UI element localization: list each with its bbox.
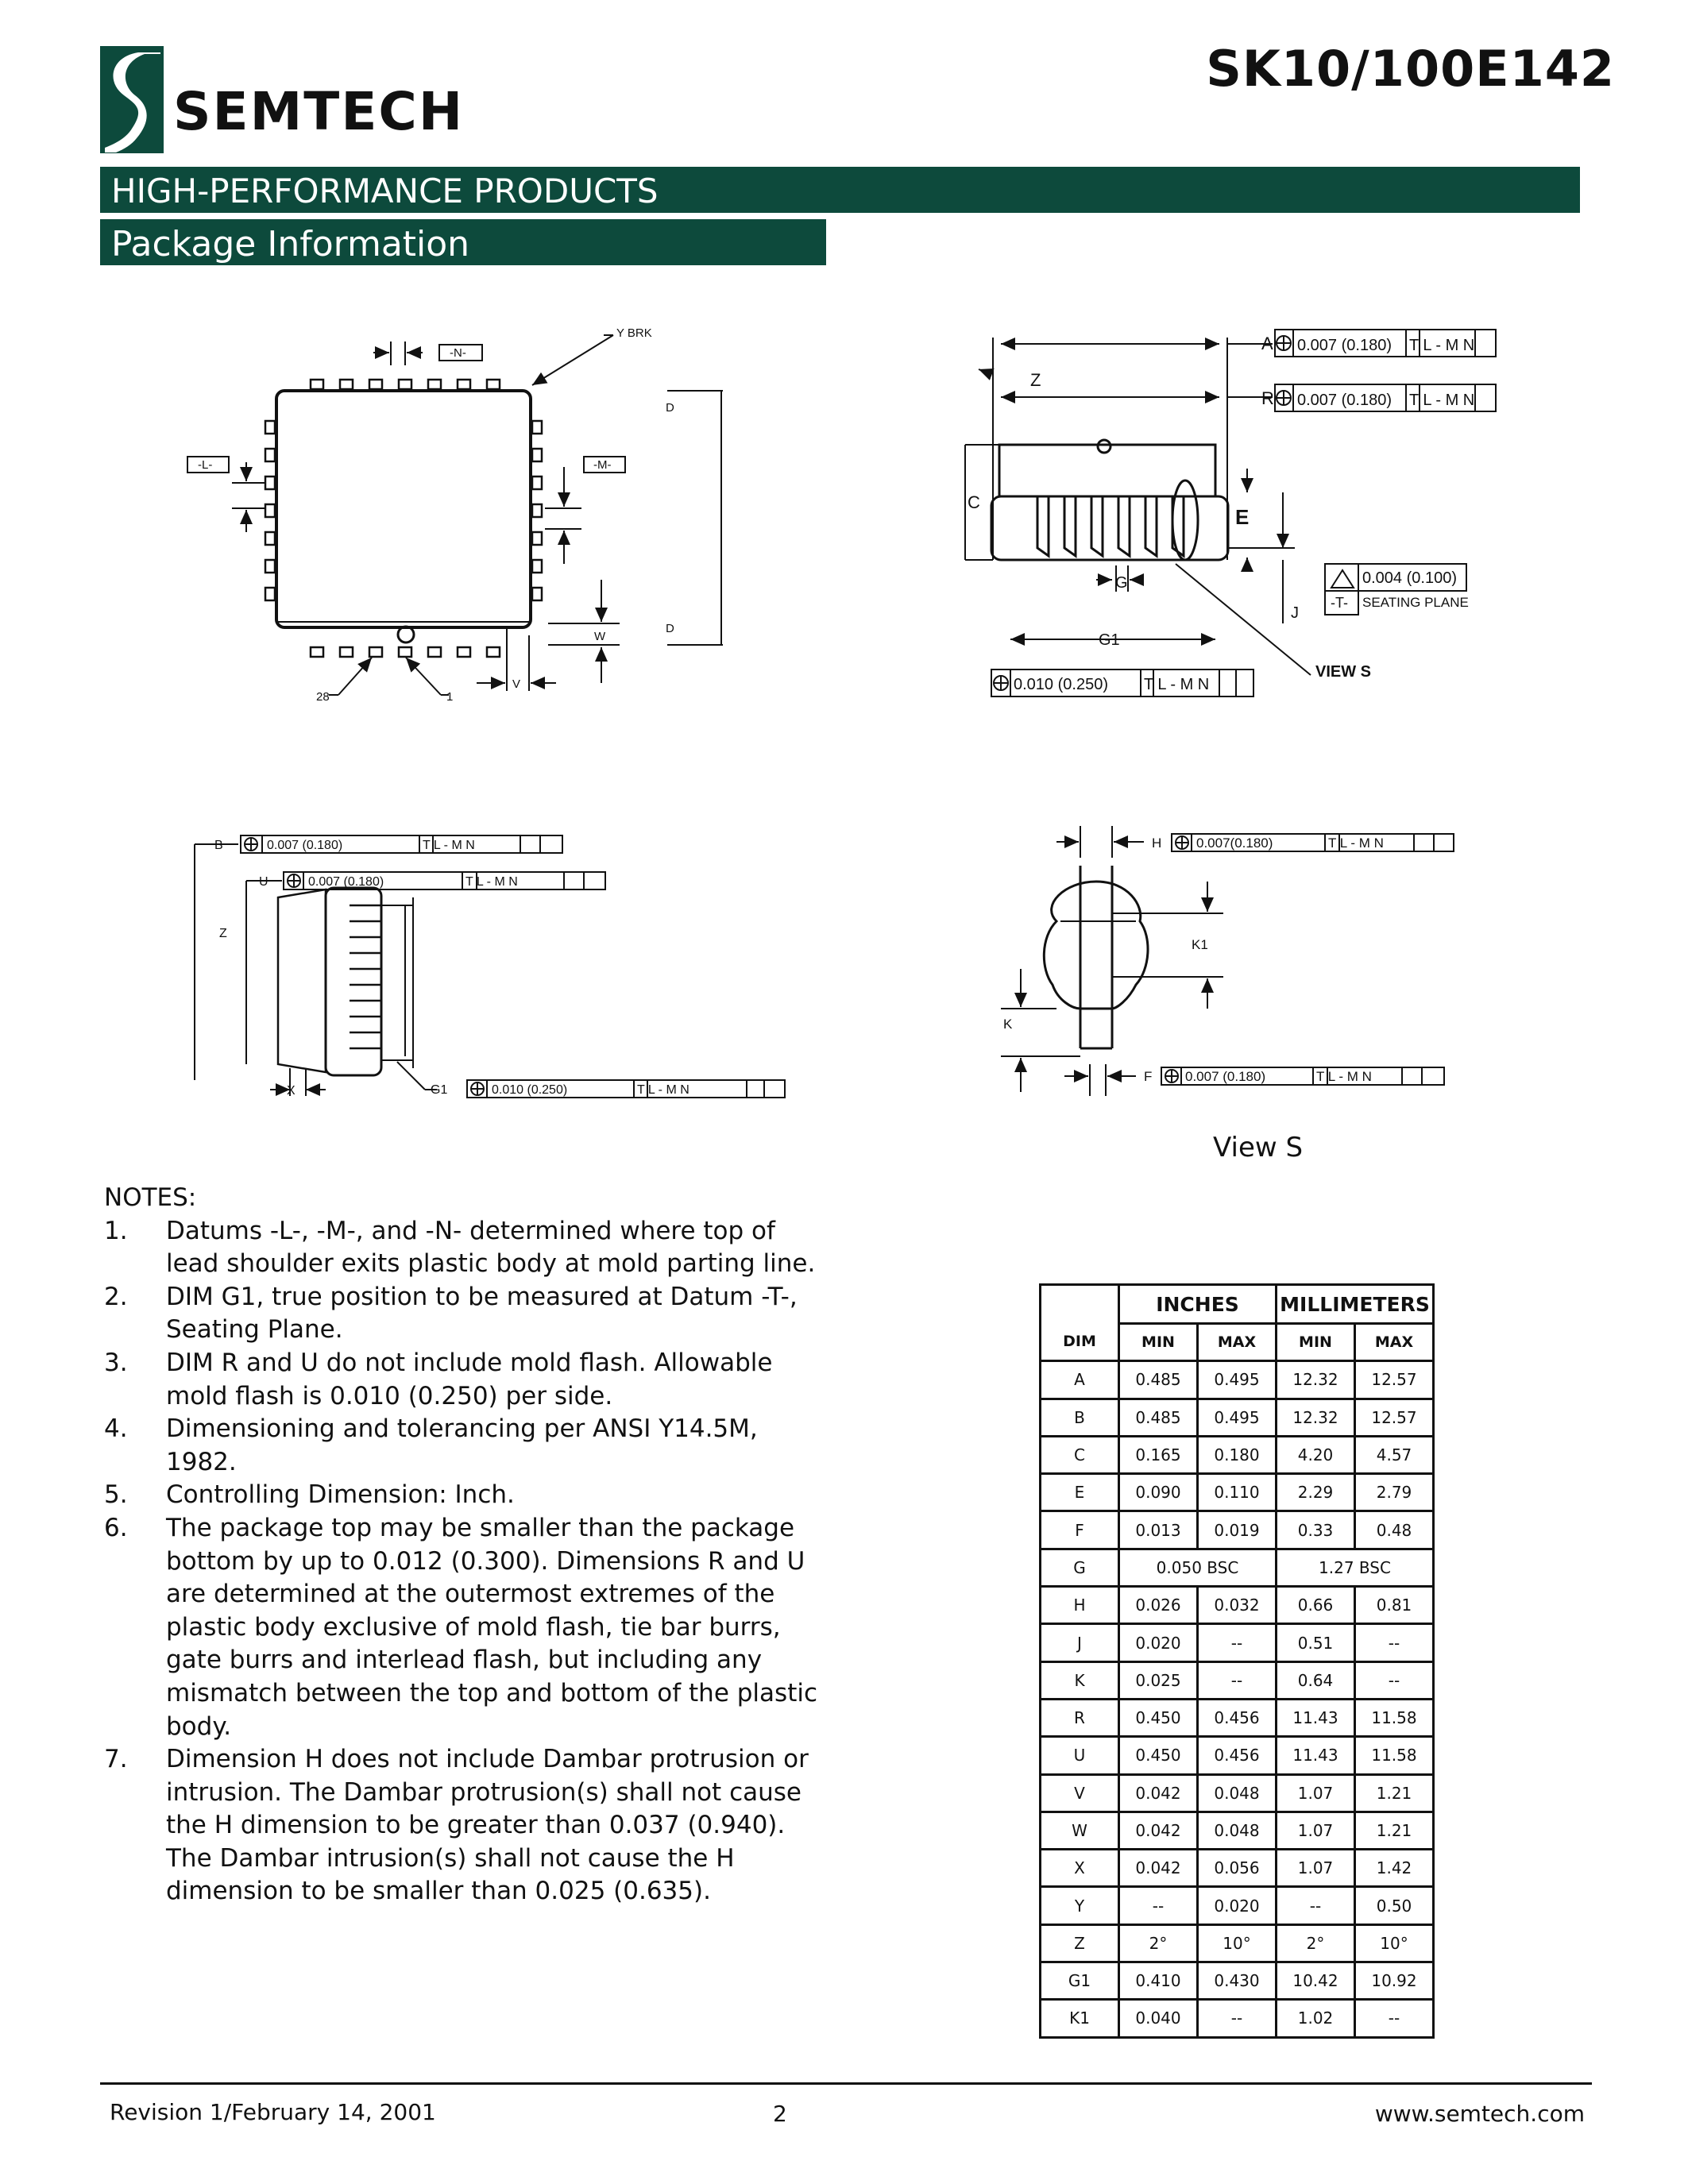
table-cell: 2.79 (1355, 1474, 1434, 1511)
table-row (1041, 1924, 1434, 1962)
table-cell: -- (1355, 1661, 1434, 1699)
g-label: G (1115, 574, 1128, 592)
notes-heading: NOTES: (104, 1183, 197, 1212)
table-cell: 1.07 (1277, 1850, 1355, 1887)
footer-revision: Revision 1/February 14, 2001 (110, 2099, 436, 2125)
part-number: SK10/100E142 (1206, 40, 1615, 98)
note-number: 1. (104, 1216, 128, 1245)
table-cell: J (1041, 1624, 1119, 1661)
table-cell: 1.27 BSC (1277, 1549, 1434, 1586)
table-cell: 12.32 (1277, 1361, 1355, 1399)
subsection-title: Package Information (111, 224, 470, 264)
callout-f-refs: T L - M N (1316, 1069, 1372, 1084)
note-item (104, 1479, 819, 1512)
table-row (1041, 1624, 1434, 1661)
table-cell: 12.32 (1277, 1399, 1355, 1436)
table-cell: -- (1198, 1624, 1277, 1661)
table-cell: 0.026 (1119, 1587, 1198, 1624)
table-cell: 11.43 (1277, 1737, 1355, 1774)
seating-datum: -T- (1331, 595, 1348, 611)
table-row (1041, 1436, 1434, 1473)
table-cell: 0.66 (1277, 1587, 1355, 1624)
callout-a-letter: A (1261, 334, 1273, 353)
table-cell: 1.21 (1355, 1812, 1434, 1849)
page-number: 2 (773, 2101, 787, 2127)
note-item (104, 1743, 819, 1908)
notes-section (104, 1182, 819, 1908)
brand-name: SEMTECH (173, 81, 465, 142)
table-row (1041, 1774, 1434, 1812)
y-brk-label: Y BRK (616, 326, 652, 340)
x-label: X (287, 1084, 295, 1098)
column-header: MIN (1119, 1324, 1198, 1361)
callout-h-letter: H (1152, 835, 1162, 851)
table-cell: W (1041, 1812, 1119, 1849)
note-item (104, 1281, 819, 1347)
note-item (104, 1413, 819, 1479)
callout-r-letter: R (1261, 388, 1274, 408)
table-cell: 0.180 (1198, 1436, 1277, 1473)
table-row (1041, 1587, 1434, 1624)
top-view-drawing (187, 335, 723, 695)
callout-f-value: 0.007 (0.180) (1185, 1069, 1266, 1084)
note-item (104, 1215, 819, 1281)
table-cell: 0.456 (1198, 1737, 1277, 1774)
dimension-table (1039, 1283, 1435, 2039)
table-cell: 10.92 (1355, 1962, 1434, 2000)
table-row (1041, 1850, 1434, 1887)
table-cell: 1.02 (1277, 2000, 1355, 2037)
callout-g1-value: 0.010 (0.250) (1014, 676, 1108, 693)
table-cell: 0.048 (1198, 1774, 1277, 1812)
table-cell: 0.110 (1198, 1474, 1277, 1511)
table-cell: H (1041, 1587, 1119, 1624)
k1-label: K1 (1192, 937, 1208, 952)
column-header: MAX (1355, 1324, 1434, 1361)
table-row (1041, 1474, 1434, 1511)
table-cell: -- (1355, 2000, 1434, 2037)
table-cell: -- (1198, 2000, 1277, 2037)
note-text: Datums -L-, -M-, and -N- determined where top of lead shoulder exits plastic body at mold parting line. (166, 1216, 816, 1279)
table-cell: 0.040 (1119, 2000, 1198, 2037)
table-cell: 4.57 (1355, 1436, 1434, 1473)
d-bottom-label: D (666, 622, 674, 635)
table-cell: U (1041, 1737, 1119, 1774)
table-cell: Y (1041, 1887, 1119, 1924)
column-header: DIM (1041, 1324, 1119, 1361)
note-text: DIM R and U do not include mold flash. Allowable mold flash is 0.010 (0.250) per side. (166, 1348, 773, 1410)
w-label: W (594, 630, 606, 643)
table-cell: 0.025 (1119, 1661, 1198, 1699)
callout-r-refs: T L - M N (1409, 392, 1475, 409)
note-text: Dimensioning and tolerancing per ANSI Y14.5M, 1982. (166, 1414, 758, 1476)
table-cell: 11.58 (1355, 1699, 1434, 1736)
table-cell: 0.019 (1198, 1511, 1277, 1549)
table-cell: 0.64 (1277, 1661, 1355, 1699)
pin-1-label: 1 (446, 690, 454, 704)
e-label: E (1235, 505, 1250, 529)
table-cell: G1 (1041, 1962, 1119, 2000)
table-cell: 0.485 (1119, 1361, 1198, 1399)
table-cell: 0.410 (1119, 1962, 1198, 2000)
note-number: 5. (104, 1480, 128, 1510)
datum-l-label: -L- (198, 458, 213, 472)
callout-b-letter: B (214, 839, 223, 852)
callout-h-value: 0.007(0.180) (1196, 835, 1273, 851)
table-cell: V (1041, 1774, 1119, 1812)
table-row (1041, 1399, 1434, 1436)
table-cell: 0.013 (1119, 1511, 1198, 1549)
end-g1-refs: T L - M N (637, 1083, 689, 1097)
callout-u-letter: U (259, 875, 268, 889)
table-cell: 1.07 (1277, 1774, 1355, 1812)
g1-label: G1 (1099, 631, 1120, 649)
seating-value: 0.004 (0.100) (1362, 569, 1457, 587)
table-row (1041, 1737, 1434, 1774)
footer-rule (100, 2082, 1592, 2085)
table-cell: 1.21 (1355, 1774, 1434, 1812)
table-cell: 4.20 (1277, 1436, 1355, 1473)
note-number: 4. (104, 1414, 128, 1444)
table-cell: 0.090 (1119, 1474, 1198, 1511)
table-cell: R (1041, 1699, 1119, 1736)
side-view-drawing (965, 330, 1496, 696)
note-number: 3. (104, 1348, 128, 1377)
datum-n-label: -N- (450, 346, 466, 360)
table-cell: 0.042 (1119, 1774, 1198, 1812)
note-number: 2. (104, 1282, 128, 1311)
table-cell: B (1041, 1399, 1119, 1436)
table-cell: G (1041, 1549, 1119, 1586)
table-cell: 0.020 (1119, 1624, 1198, 1661)
table-cell: 0.50 (1355, 1887, 1434, 1924)
end-z-label: Z (219, 927, 227, 940)
table-row (1041, 1361, 1434, 1399)
table-cell: -- (1119, 1887, 1198, 1924)
table-cell: 0.450 (1119, 1737, 1198, 1774)
note-number: 6. (104, 1513, 128, 1542)
callout-f-letter: F (1144, 1069, 1153, 1084)
view-s-drawing (1001, 826, 1454, 1096)
note-text: DIM G1, true position to be measured at Datum -T-, Seating Plane. (166, 1282, 798, 1345)
callout-u-refs: T L - M N (465, 875, 518, 889)
callout-g1-refs: T L - M N (1144, 676, 1210, 693)
callout-a-value: 0.007 (0.180) (1297, 337, 1392, 354)
callout-r-value: 0.007 (0.180) (1297, 392, 1392, 409)
table-cell: 12.57 (1355, 1399, 1434, 1436)
table-cell: 12.57 (1355, 1361, 1434, 1399)
callout-b-value: 0.007 (0.180) (267, 839, 343, 852)
table-cell: 10.42 (1277, 1962, 1355, 2000)
seating-plane-label: SEATING PLANE (1362, 595, 1469, 610)
table-cell: 0.48 (1355, 1511, 1434, 1549)
end-g1-value: 0.010 (0.250) (492, 1083, 568, 1097)
table-cell: 0.050 BSC (1119, 1549, 1277, 1586)
note-item (104, 1512, 819, 1743)
note-text: The package top may be smaller than the package bottom by up to 0.012 (0.300). Dimensions R and U are determined at the outermost extremes of the plastic body exclusive of mold flash, tie bar burrs, gate burrs and interlead flash, but including any mismatch between the top and bottom of the plastic body. (166, 1513, 818, 1741)
table-cell: 0.042 (1119, 1850, 1198, 1887)
table-cell: -- (1277, 1887, 1355, 1924)
table-cell: 0.430 (1198, 1962, 1277, 2000)
note-item (104, 1347, 819, 1413)
table-cell: 0.056 (1198, 1850, 1277, 1887)
j-label: J (1291, 604, 1299, 622)
callout-h-refs: T L - M N (1328, 835, 1384, 851)
view-s-caption: View S (1213, 1132, 1304, 1163)
datum-m-label: -M- (593, 458, 612, 472)
note-text: Controlling Dimension: Inch. (166, 1480, 515, 1510)
d-top-label: D (666, 401, 674, 415)
section-title: HIGH-PERFORMANCE PRODUCTS (111, 172, 659, 210)
table-row (1041, 1887, 1434, 1924)
table-cell: C (1041, 1436, 1119, 1473)
column-header: MIN (1277, 1324, 1355, 1361)
footer-website[interactable]: www.semtech.com (1374, 2101, 1585, 2127)
table-cell: 0.032 (1198, 1587, 1277, 1624)
callout-a-refs: T L - M N (1409, 337, 1475, 354)
view-s-callout: VIEW S (1315, 663, 1372, 681)
table-cell: 1.42 (1355, 1850, 1434, 1887)
table-cell: 0.165 (1119, 1436, 1198, 1473)
table-cell: 10° (1198, 1924, 1277, 1962)
table-row (1041, 1549, 1434, 1586)
table-cell: K (1041, 1661, 1119, 1699)
table-cell: Z (1041, 1924, 1119, 1962)
callout-g1-letter: G1 (431, 1083, 448, 1097)
table-cell: 2° (1119, 1924, 1198, 1962)
table-cell: 0.048 (1198, 1812, 1277, 1849)
table-cell: 0.51 (1277, 1624, 1355, 1661)
table-cell: -- (1355, 1624, 1434, 1661)
table-row (1041, 1962, 1434, 2000)
table-cell: 0.495 (1198, 1399, 1277, 1436)
callout-b-refs: T L - M N (423, 839, 475, 852)
v-label: V (512, 677, 521, 691)
millimeters-header: MILLIMETERS (1277, 1285, 1434, 1324)
table-cell: 11.43 (1277, 1699, 1355, 1736)
table-row (1041, 1699, 1434, 1736)
table-cell: 1.07 (1277, 1812, 1355, 1849)
table-cell: F (1041, 1511, 1119, 1549)
note-text: Dimension H does not include Dambar protrusion or intrusion. The Dambar protrusion(s) shall not cause the H dimension to be greater than 0.037 (0.940). The Dambar intrusion(s) shall not cause the H dimension to be smaller than 0.025 (0.635). (166, 1745, 809, 1906)
c-label: C (968, 492, 980, 512)
table-cell: X (1041, 1850, 1119, 1887)
table-cell: 0.450 (1119, 1699, 1198, 1736)
table-cell: K1 (1041, 2000, 1119, 2037)
table-cell: E (1041, 1474, 1119, 1511)
table-cell: 0.456 (1198, 1699, 1277, 1736)
table-cell: 10° (1355, 1924, 1434, 1962)
k-label: K (1003, 1017, 1013, 1032)
table-cell: A (1041, 1361, 1119, 1399)
inches-header: INCHES (1119, 1285, 1277, 1324)
table-cell: 0.495 (1198, 1361, 1277, 1399)
z-label: Z (1030, 370, 1041, 390)
table-row (1041, 2000, 1434, 2037)
table-cell: 0.485 (1119, 1399, 1198, 1436)
column-header: MAX (1198, 1324, 1277, 1361)
table-cell: 2.29 (1277, 1474, 1355, 1511)
table-cell: 11.58 (1355, 1737, 1434, 1774)
table-row (1041, 1661, 1434, 1699)
table-cell: 2° (1277, 1924, 1355, 1962)
table-body (1041, 1361, 1434, 2037)
table-cell: 0.042 (1119, 1812, 1198, 1849)
table-cell: 0.33 (1277, 1511, 1355, 1549)
table-row (1041, 1812, 1434, 1849)
table-corner (1041, 1285, 1119, 1324)
callout-u-value: 0.007 (0.180) (308, 875, 384, 889)
table-cell: 0.81 (1355, 1587, 1434, 1624)
table-row (1041, 1511, 1434, 1549)
note-number: 7. (104, 1745, 128, 1774)
table-cell: -- (1198, 1661, 1277, 1699)
table-cell: 0.020 (1198, 1887, 1277, 1924)
pin-28-label: 28 (316, 690, 330, 704)
